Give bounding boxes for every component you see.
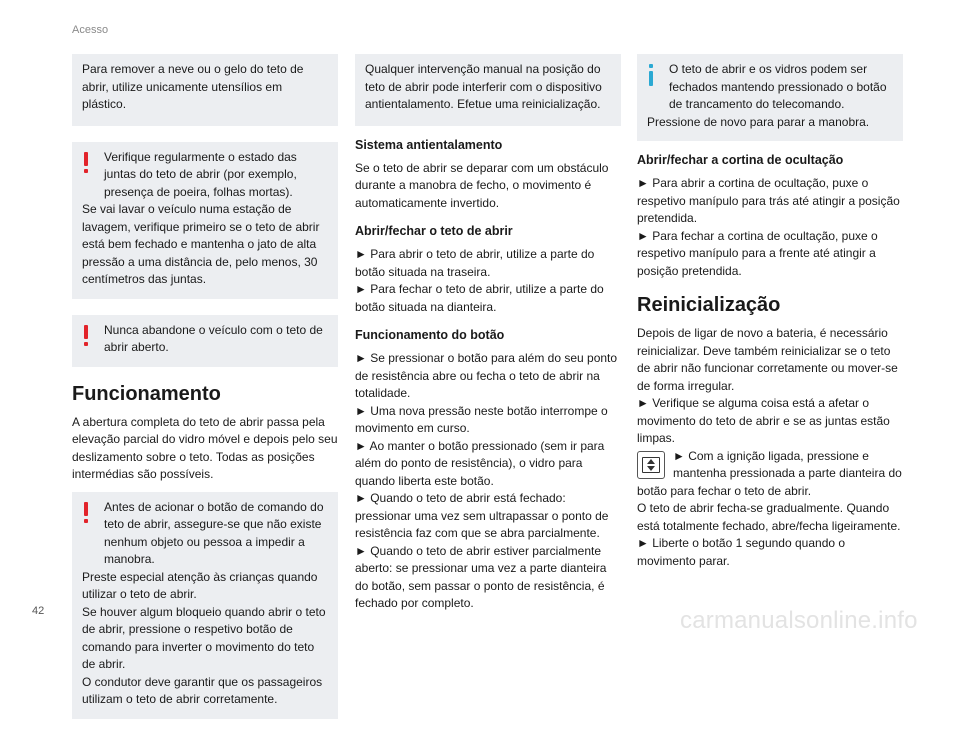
section-heading-funcionamento: Funcionamento: [72, 382, 221, 405]
column-1: [72, 54, 338, 735]
subheading-blind: Abrir/fechar a cortina de ocultação: [637, 153, 844, 167]
warning-text: O condutor deve garantir que os passageiros utilizam o teto de abrir corretamente.: [82, 674, 323, 706]
warning-text: Nunca abandone o veículo com o teto de abrir aberto.: [104, 322, 323, 354]
subheading-button: Funcionamento do botão: [355, 328, 505, 342]
page-number: 42: [32, 605, 45, 617]
warning-icon: [84, 325, 88, 345]
step-text: ► Com a ignição ligada, pressione e mantenha pressionada a parte dianteira do botão para fechar o teto de abrir.: [637, 448, 902, 498]
warning-text: Se houver algum bloqueio quando abrir o teto de abrir, pressione o respetivo botão de comando para inverter o movimento do teto de abrir.: [82, 604, 326, 671]
note-text: Qualquer intervenção manual na posição do teto de abrir pode interferir com o dispositivo antientalamento. Efetue uma reinicialização.: [365, 62, 602, 111]
step-text: ► Liberte o botão 1 segundo quando o movimento parar.: [637, 536, 846, 568]
body-paragraph: O teto de abrir fecha-se gradualmente. Quando está totalmente fechado, abre/fecha ligeiramente.: [637, 501, 901, 533]
step-text: ► Verifique se alguma coisa está a afetar o movimento do teto de abrir e se as juntas estão limpas.: [637, 396, 890, 445]
section-heading-reinicializacao: Reinicialização: [637, 294, 781, 316]
warning-icon: [84, 152, 88, 172]
warning-icon: [84, 502, 88, 522]
warning-seals: [72, 142, 338, 299]
warning-text: Preste especial atenção às crianças quando utilizar o teto de abrir.: [82, 569, 318, 601]
warning-never-leave: [72, 315, 338, 367]
sunroof-button-icon: [637, 451, 665, 479]
step-with-icon: [637, 448, 903, 501]
subheading-open-close: Abrir/fechar o teto de abrir: [355, 224, 513, 238]
info-text: O teto de abrir e os vidros podem ser fechados mantendo pressionado o botão de trancamento do telecomando.: [669, 62, 887, 111]
section-header: Acesso: [72, 24, 109, 36]
step-text: ► Quando o teto de abrir estiver parcialmente aberto: se pressionar uma vez a parte dianteira do botão, sem passar o ponto de resistência, é fechado por completo.: [355, 543, 607, 610]
step-text: ► Uma nova pressão neste botão interrompe o movimento em curso.: [355, 403, 608, 435]
warning-text: Se vai lavar o veículo numa estação de lavagem, verifique primeiro se o teto de abrir está bem fechado e mantenha o jato de alta pressão a uma distância de, pelo menos, 30 centímetros das juntas.: [82, 202, 320, 286]
column-3: [637, 54, 903, 570]
step-text: ► Para fechar o teto de abrir, utilize a parte do botão situada na dianteira.: [355, 282, 604, 314]
body-paragraph: A abertura completa do teto de abrir passa pela elevação parcial do vidro móvel e depois pelo seu deslizamento sobre o teto. Todas as posições intermédias são possíveis.: [72, 414, 338, 481]
step-text: ► Quando o teto de abrir está fechado: pressionar uma vez sem ultrapassar o ponto de resistência faz com que se abra parcialmente.: [355, 491, 609, 540]
info-remote-close: [637, 54, 903, 141]
info-text: Pressione de novo para parar a manobra.: [647, 114, 870, 129]
step-text: ► Ao manter o botão pressionado (sem ir para além do ponto de resistência), o vidro para quando liberta este botão.: [355, 438, 605, 488]
warning-text: Verifique regularmente o estado das juntas do teto de abrir (por exemplo, presença de poeira, folhas mortas).: [104, 149, 297, 199]
warning-before-operating: [72, 492, 338, 719]
column-2: [355, 54, 621, 613]
note-text: Para remover a neve ou o gelo do teto de abrir, utilize unicamente utensílios em plástico.: [82, 62, 304, 111]
body-paragraph: Depois de ligar de novo a bateria, é necessário reinicializar. Deve também reinicializar se o teto de abrir não funcionar corretamente ou mover-se de forma irregular.: [637, 326, 898, 393]
step-text: ► Se pressionar o botão para além do seu ponto de resistência abre ou fecha o teto de abrir na totalidade.: [355, 351, 618, 400]
step-text: ► Para abrir o teto de abrir, utilize a parte do botão situada na traseira.: [355, 247, 595, 279]
watermark: carmanualsonline.info: [680, 607, 918, 634]
note-manual-intervention: [355, 54, 621, 126]
note-plastic-tools: [72, 54, 338, 126]
info-icon: [649, 64, 653, 86]
warning-text: Antes de acionar o botão de comando do teto de abrir, assegure-se que não existe nenhum objeto ou pessoa a impedir a manobra.: [104, 499, 324, 566]
step-text: ► Para abrir a cortina de ocultação, puxe o respetivo manípulo para trás até atingir a posição pretendida.: [637, 176, 900, 225]
body-paragraph: Se o teto de abrir se deparar com um obstáculo durante a manobra de fecho, o movimento é automaticamente invertido.: [355, 160, 609, 210]
step-text: ► Para fechar a cortina de ocultação, puxe o respetivo manípulo para a frente até atingir a posição pretendida.: [637, 228, 878, 278]
subheading-antipinch: Sistema antientalamento: [355, 137, 503, 152]
